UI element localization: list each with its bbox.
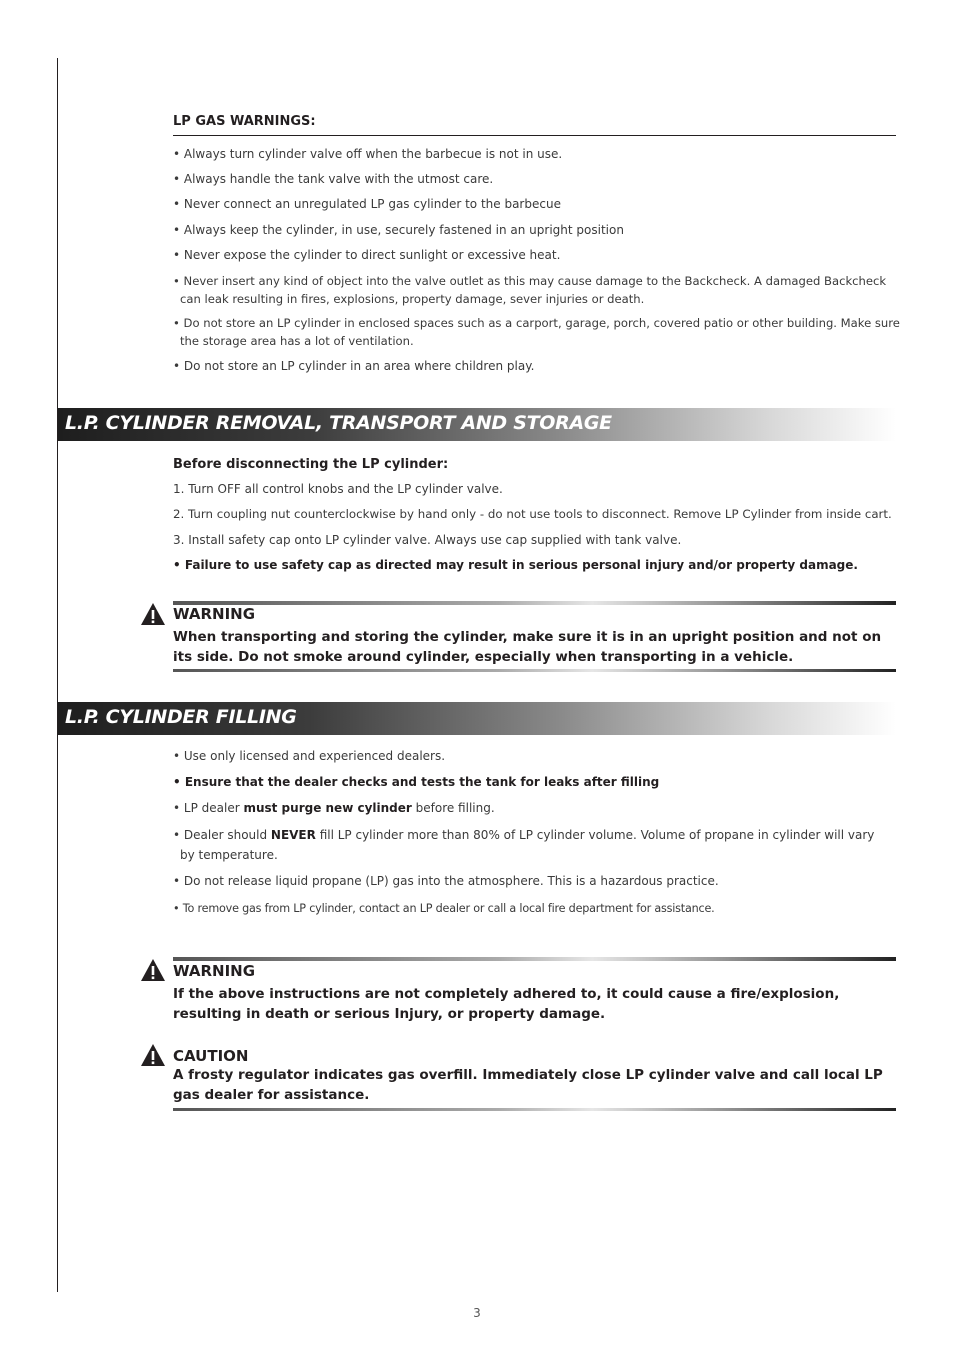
margin-rule [57, 58, 58, 1292]
warning-triangle-icon [140, 958, 166, 982]
lp-warning-item: • Never expose the cylinder to direct sunlight or excessive heat. [173, 248, 561, 262]
lp-warning-item: • Never connect an unregulated LP gas cylinder to the barbecue [173, 197, 561, 211]
section-banner-filling [58, 702, 896, 735]
section-banner-title: L.P. CYLINDER REMOVAL, TRANSPORT AND STORAGE [65, 412, 612, 434]
removal-step: 3. Install safety cap onto LP cylinder valve. Always use cap supplied with tank valve. [173, 533, 682, 547]
filling-item: • Use only licensed and experienced dealers. [173, 749, 446, 763]
removal-step: 2. Turn coupling nut counterclockwise by hand only - do not use tools to disconnect. Remove LP Cylinder from inside cart. [173, 507, 892, 521]
lp-warnings-heading: LP GAS WARNINGS: [173, 114, 316, 129]
filling-item: • LP dealer must purge new cylinder before filling. [173, 801, 495, 815]
caution-bottom-bar [173, 1108, 896, 1111]
caution-triangle-icon [140, 1043, 166, 1067]
filling-item: • Dealer should NEVER fill LP cylinder more than 80% of LP cylinder volume. Volume of propane in cylinder will vary [173, 828, 875, 842]
warning-triangle-icon [140, 602, 166, 626]
lp-warning-item: • Always handle the tank valve with the utmost care. [173, 172, 494, 186]
filling-item: • Ensure that the dealer checks and tests the tank for leaks after filling [173, 775, 660, 789]
warning-top-bar [173, 957, 896, 961]
page-number: 3 [473, 1306, 481, 1320]
caution-title: CAUTION [173, 1047, 249, 1065]
removal-step: 1. Turn OFF all control knobs and the LP cylinder valve. [173, 482, 503, 496]
filling-item-continuation: by temperature. [180, 848, 278, 862]
removal-subheading: Before disconnecting the LP cylinder: [173, 457, 449, 472]
section-banner-removal [58, 408, 896, 441]
heading-rule [173, 135, 896, 136]
removal-bold-note: • Failure to use safety cap as directed may result in serious personal injury and/or property damage. [173, 558, 858, 572]
filling-item: • Do not release liquid propane (LP) gas into the atmosphere. This is a hazardous practice. [173, 874, 719, 888]
lp-warning-item: • Always turn cylinder valve off when the barbecue is not in use. [173, 147, 563, 161]
lp-warning-item: • Do not store an LP cylinder in an area where children play. [173, 359, 535, 373]
warning-text: If the above instructions are not completely adhered to, it could cause a fire/explosion, resulting in death or serious Injury, or property damage. [173, 986, 840, 1022]
section-banner-title: L.P. CYLINDER FILLING [65, 706, 297, 728]
warning-title: WARNING [173, 962, 256, 980]
lp-warning-item: • Never insert any kind of object into the valve outlet as this may cause damage to the Backcheck. A damaged Backcheck can leak resulting in fires, explosions, property damage, sever injuries or death. [173, 274, 887, 306]
warning-top-bar [173, 601, 896, 605]
warning-bottom-bar [173, 669, 896, 672]
caution-text: A frosty regulator indicates gas overfill. Immediately close LP cylinder valve and call local LP gas dealer for assistance. [173, 1067, 883, 1103]
filling-item: • To remove gas from LP cylinder, contact an LP dealer or call a local fire department for assistance. [173, 902, 715, 915]
warning-title: WARNING [173, 605, 256, 623]
warning-text: When transporting and storing the cylinder, make sure it is in an upright position and not on its side. Do not smoke around cylinder, especially when transporting in a vehicle. [173, 629, 882, 665]
lp-warning-item: • Always keep the cylinder, in use, securely fastened in an upright position [173, 223, 624, 237]
lp-warning-item: • Do not store an LP cylinder in enclosed spaces such as a carport, garage, porch, covered patio or other building. Make sure the storage area has a lot of ventilation. [173, 316, 900, 348]
